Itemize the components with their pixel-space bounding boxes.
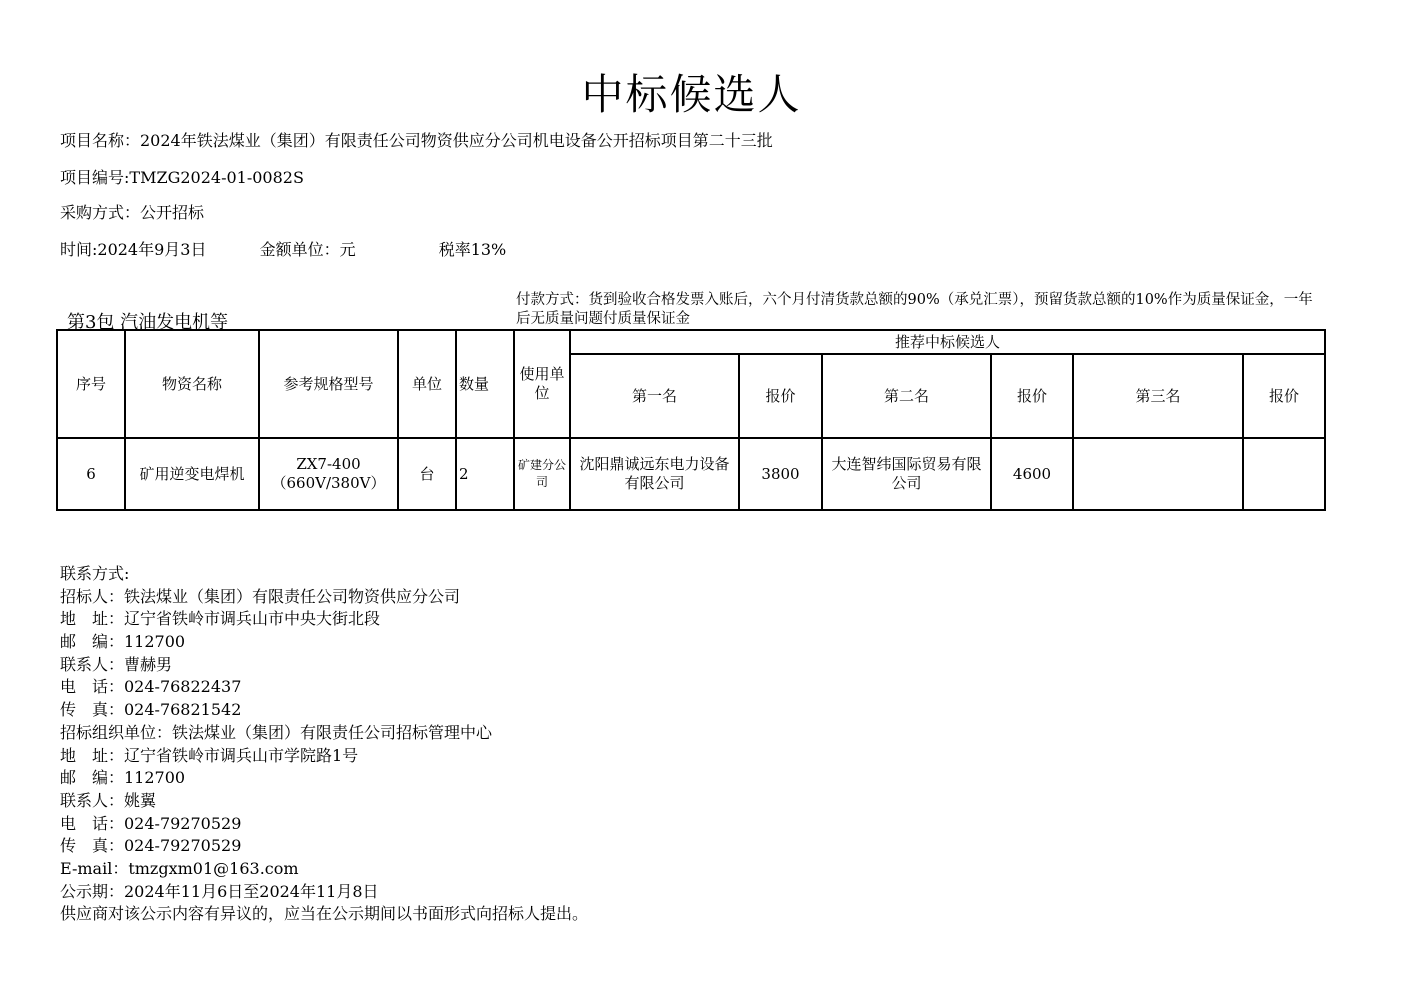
header-unit: 单位 xyxy=(398,330,456,438)
header-row-top xyxy=(57,330,1325,354)
publicity-period: 公示期：2024年11月6日至2024年11月8日 xyxy=(60,881,379,901)
header-third: 第三名 xyxy=(1073,354,1243,438)
header-price1: 报价 xyxy=(739,354,822,438)
date-label: 时间:2024年9月3日 xyxy=(60,240,207,259)
cell-price1: 3800 xyxy=(739,438,822,510)
cell-seq: 6 xyxy=(57,438,125,510)
header-price3: 报价 xyxy=(1243,354,1325,438)
procurement-method: 采购方式：公开招标 xyxy=(60,203,205,222)
cell-price2: 4600 xyxy=(991,438,1073,510)
cell-third xyxy=(1073,438,1243,510)
contact-heading: 联系方式: xyxy=(60,564,130,583)
tenderer-contact-person: 联系人：曹赫男 xyxy=(60,654,173,674)
page-title: 中标候选人 xyxy=(581,70,802,119)
agency-phone: 电 话：024-79270529 xyxy=(60,813,242,833)
cell-name: 矿用逆变电焊机 xyxy=(125,438,259,510)
agency: 招标组织单位：铁法煤业（集团）有限责任公司招标管理中心 xyxy=(60,722,493,742)
agency-email: E-mail：tmzgxm01@163.com xyxy=(60,858,299,878)
cell-qty: 2 xyxy=(456,438,514,510)
agency-contact-person: 联系人：姚翼 xyxy=(60,790,157,810)
header-price2: 报价 xyxy=(991,354,1073,438)
currency-unit-label: 金额单位：元 xyxy=(259,240,356,259)
tenderer: 招标人：铁法煤业（集团）有限责任公司物资供应分公司 xyxy=(60,586,461,606)
agency-postcode: 邮 编：112700 xyxy=(60,768,186,788)
agency-fax: 传 真：024-79270529 xyxy=(60,836,242,856)
objection-note: 供应商对该公示内容有异议的，应当在公示期间以书面形式向招标人提出。 xyxy=(60,904,589,924)
cell-unit: 台 xyxy=(398,438,456,510)
header-first: 第一名 xyxy=(570,354,739,438)
tax-rate-label: 税率13% xyxy=(438,240,507,259)
tenderer-address: 地 址：辽宁省铁岭市调兵山市中央大街北段 xyxy=(60,609,381,629)
cell-price3 xyxy=(1243,438,1325,510)
header-second: 第二名 xyxy=(822,354,991,438)
package-label: 第3包 汽油发电机等 xyxy=(67,312,229,333)
project-code: 项目编号:TMZG2024-01-0082S xyxy=(60,168,304,187)
header-name: 物资名称 xyxy=(125,330,259,438)
tenderer-phone: 电 话：024-76822437 xyxy=(60,677,242,697)
header-qty: 数量 xyxy=(456,330,514,438)
agency-address: 地 址：辽宁省铁岭市调兵山市学院路1号 xyxy=(60,745,359,765)
tenderer-postcode: 邮 编：112700 xyxy=(60,632,186,652)
header-user: 使用单位 xyxy=(514,330,570,438)
contact-block xyxy=(60,563,588,926)
meta-line xyxy=(60,237,506,260)
header-recommend: 推荐中标候选人 xyxy=(570,330,1325,354)
tenderer-fax: 传 真：024-76821542 xyxy=(60,700,242,720)
header-seq: 序号 xyxy=(57,330,125,438)
cell-second: 大连智纬国际贸易有限公司 xyxy=(822,438,991,510)
cell-user: 矿建分公司 xyxy=(514,438,570,510)
candidate-table xyxy=(56,329,1326,511)
cell-spec: ZX7-400（660V/380V） xyxy=(259,438,398,510)
header-spec: 参考规格型号 xyxy=(259,330,398,438)
payment-terms: 付款方式：货到验收合格发票入账后，六个月付清货款总额的90%（承兑汇票），预留货款总额的10%作为质量保证金，一年后无质量问题付质量保证金 xyxy=(516,292,1313,327)
project-name: 项目名称：2024年铁法煤业（集团）有限责任公司物资供应分公司机电设备公开招标项目第二十三批 xyxy=(60,131,773,150)
cell-first: 沈阳鼎诚远东电力设备有限公司 xyxy=(570,438,739,510)
table-row xyxy=(57,438,1325,510)
